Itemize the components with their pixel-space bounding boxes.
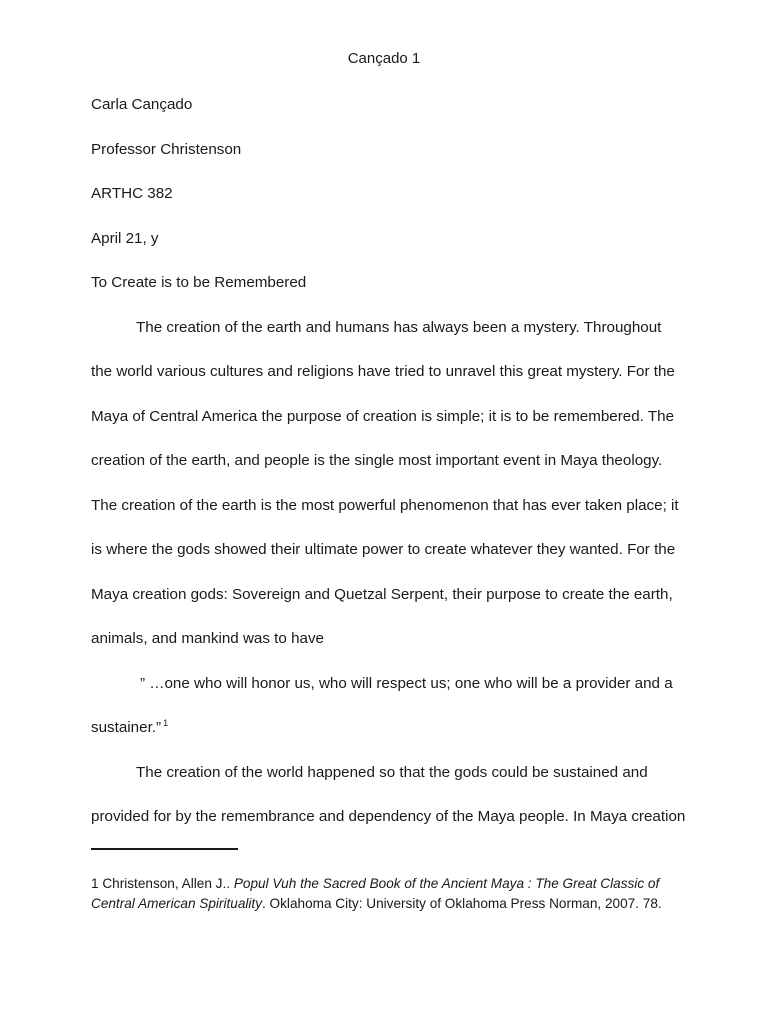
- footnote-book-title: Popul Vuh the Sacred Book of the Ancient Maya : The Great Classic of: [233, 876, 660, 891]
- body-line: provided for by the remembrance and dependency of the Maya people. In Maya creation: [91, 808, 686, 825]
- professor-name: Professor Christenson: [91, 141, 242, 158]
- course-code: ARTHC 382: [91, 185, 173, 202]
- block-quote-end: sustainer.”: [91, 719, 162, 736]
- footnote-citation: 1 Christenson, Allen J..: [91, 876, 234, 891]
- body-line: the world various cultures and religions have tried to unravel this great mystery. For the: [91, 363, 675, 380]
- footnote-separator: [91, 848, 238, 850]
- body-line: The creation of the earth is the most powerful phenomenon that has ever taken place; it: [91, 497, 679, 514]
- body-line: The creation of the earth and humans has always been a mystery. Throughout: [136, 319, 662, 336]
- paper-date: April 21, y: [91, 230, 159, 247]
- footnote-book-title-cont: Central American Spirituality: [91, 895, 262, 911]
- running-head: Cançado 1: [347, 50, 421, 67]
- footnote: [91, 874, 681, 913]
- block-quote-line: [91, 719, 168, 737]
- footnote-publication: . Oklahoma City: University of Oklahoma Press Norman, 2007. 78.: [262, 895, 662, 911]
- body-line: is where the gods showed their ultimate power to create whatever they wanted. For the: [91, 541, 676, 558]
- body-line: The creation of the world happened so that the gods could be sustained and: [136, 764, 648, 781]
- body-line: creation of the earth, and people is the single most important event in Maya theology.: [91, 452, 663, 469]
- block-quote-line: ” …one who will honor us, who will respect us; one who will be a provider and a: [140, 675, 673, 692]
- body-line: Maya creation gods: Sovereign and Quetzal Serpent, their purpose to create the earth,: [91, 586, 673, 603]
- body-line: Maya of Central America the purpose of creation is simple; it is to be remembered. The: [91, 408, 675, 425]
- author-name: Carla Cançado: [91, 96, 193, 113]
- body-line: animals, and mankind was to have: [91, 630, 325, 647]
- footnote-reference: 1: [163, 718, 169, 728]
- paper-title: To Create is to be Remembered: [91, 274, 307, 291]
